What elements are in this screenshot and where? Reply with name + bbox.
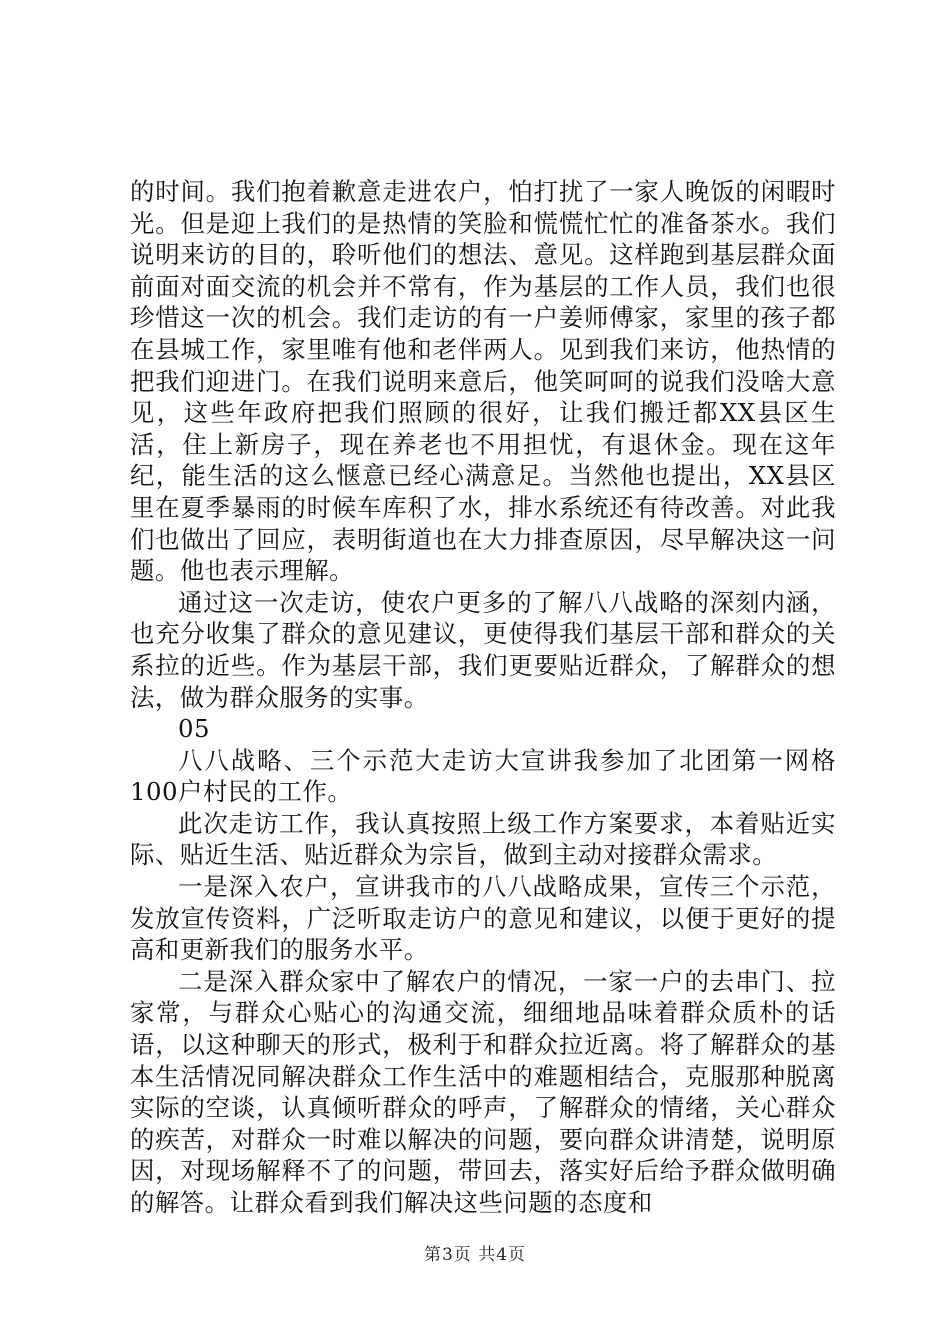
paragraph-visit-summary: 通过这一次走访，使农户更多的了解八八战略的深刻内涵，也充分收集了群众的意见建议，更使得我们基层干部和群众的关系拉的近些。作为基层干部，我们更要贴近群众，了解群众的想法，做为群众服务的实事。	[130, 587, 836, 712]
paragraph-point-one: 一是深入农户，宣讲我市的八八战略成果，宣传三个示范，发放宣传资料，广泛听取走访户的意见和建议，以便于更好的提高和更新我们的服务水平。	[130, 872, 836, 965]
section-number: 05	[178, 714, 211, 744]
paragraph-point-two: 二是深入群众家中了解农户的情况，一家一户的去串门、拉家常，与群众心贴心的沟通交流，细细地品味着群众质朴的话语，以这种聊天的形式，极利于和群众拉近离。将了解群众的基本生活情况同解决群众工作生活中的难题相结合，克服那种脱离实际的空谈，认真倾听群众的呼声，了解群众的情绪，关心群众的疾苦，对群众一时难以解决的问题，要向群众讲清楚，说明原因，对现场解释不了的问题，带回去，落实好后给予群众做明确的解答。让群众看到我们解决这些问题的态度和	[130, 966, 836, 1217]
page-footer: 第3页 共4页	[423, 1245, 527, 1265]
paragraph-intro: 八八战略、三个示范大走访大宣讲我参加了北团第一网格100户村民的工作。	[130, 745, 836, 807]
paragraph-continued: 的时间。我们抱着歉意走进农户，怕打扰了一家人晚饭的闲暇时光。但是迎上我们的是热情的笑脸和慌慌忙忙的准备茶水。我们说明来访的目的，聆听他们的想法、意见。这样跑到基层群众面前面对面交流的机会并不常有，作为基层的工作人员，我们也很珍惜这一次的机会。我们走访的有一户姜师傅家，家里的孩子都在县城工作，家里唯有他和老伴两人。见到我们来访，他热情的把我们迎进门。在我们说明来意后，他笑呵呵的说我们没啥大意见，这些年政府把我们照顾的很好，让我们搬迁都XX县区生活，住上新房子，现在养老也不用担忧，有退休金。现在这年纪，能生活的这么惬意已经心满意足。当然他也提出，XX县区里在夏季暴雨的时候车库积了水，排水系统还有待改善。对此我们也做出了回应，表明街道也在大力排查原因，尽早解决这一问题。他也表示理解。	[130, 177, 836, 586]
paragraph-approach: 此次走访工作，我认真按照上级工作方案要求，本着贴近实际、贴近生活、贴近群众为宗旨，做到主动对接群众需求。	[130, 808, 836, 870]
document-body	[130, 176, 836, 1219]
